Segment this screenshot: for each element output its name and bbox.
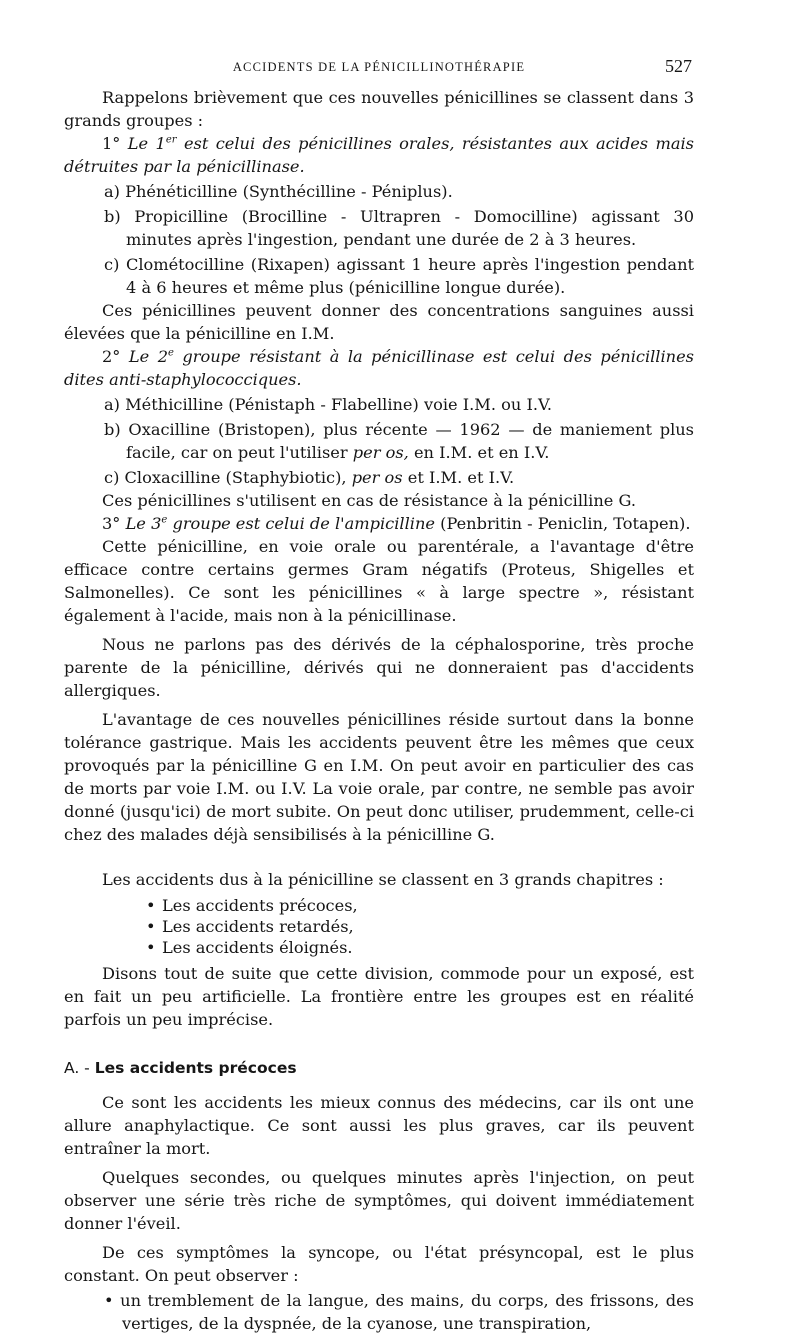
group1-item-c: c) Clométocilline (Rixapen) agissant 1 heure après l'ingestion pendant 4 à 6 heures et même plus (pénicilline longue durée). [104,255,694,297]
section-heading [64,1059,694,1077]
group2-item-b-part1: b) Oxacilline (Bristopen), plus récente — 1962 — de maniement plus facile, car on peut l'utiliser [104,420,694,462]
group2-num: 2° [102,347,121,366]
section-label: A. - [64,1059,90,1077]
group1-text: est celui des pénicillines orales, résistantes aux acides mais détruites par la pénicillinase. [64,134,694,176]
group3-text: groupe est celui de l'ampicilline [172,514,435,533]
section-a-paragraph-3: De ces symptômes la syncope, ou l'état présyncopal, est le plus constant. On peut observer : [64,1243,694,1285]
chapter-label: Les accidents précoces, [162,896,358,915]
group2-sup: e [168,347,174,359]
chapters-list [64,895,694,958]
group1-note: Ces pénicillines peuvent donner des concentrations sanguines aussi élevées que la pénicilline en I.M. [64,301,694,343]
group3-sup: e [161,514,168,526]
chapters-paragraph: Les accidents dus à la pénicilline se classent en 3 grands chapitres : [102,870,664,889]
bullet-icon: • [146,896,156,915]
division-paragraph: Disons tout de suite que cette division, commode pour un exposé, est en fait un peu artificielle. La frontière entre les groupes est en réalité parfois un peu imprécise. [64,964,694,1029]
section-a-paragraph-1: Ce sont les accidents les mieux connus des médecins, car ils ont une allure anaphylactique. Ce sont aussi les plus graves, car ils peuvent entraîner la mort. [64,1093,694,1158]
group2-note: Ces pénicillines s'utilisent en cas de résistance à la pénicilline G. [102,491,637,510]
group2-item-a: a) Méthicilline (Pénistaph - Flabelline) voie I.M. ou I.V. [104,395,553,414]
group2-heading [64,345,694,391]
group2-item-b [64,418,694,464]
group3-le: Le [125,514,146,533]
group1-le: Le [127,134,149,153]
list-item [64,916,694,937]
group2-item-c-part1: c) Cloxacilline (Staphybiotic), [104,468,347,487]
section-title: Les accidents précoces [94,1059,297,1077]
running-title: ACCIDENTS DE LA PÉNICILLINOTHÉRAPIE [232,60,526,74]
group2-item-c-part2: et I.M. et I.V. [407,468,515,487]
cephalosporin-paragraph: Nous ne parlons pas des dérivés de la céphalosporine, très proche parente de la pénicilline, dérivés qui ne donneraient pas d'accidents allergiques. [64,635,694,700]
group1-num: 1° [102,134,121,153]
group3-brands: (Penbritin - Peniclin, Totapen). [440,514,691,533]
running-head [64,56,694,82]
list-item [64,937,694,958]
group1-item-b: b) Propicilline (Brocilline - Ultrapren - Domocilline) agissant 30 minutes après l'ingestion, pendant une durée de 2 à 3 heures. [104,207,694,249]
symptom-text: un tremblement de la langue, des mains, du corps, des frissons, des vertiges, de la dyspnée, de la cyanose, une transpiration, [120,1291,694,1333]
advantage-paragraph: L'avantage de ces nouvelles pénicillines réside surtout dans la bonne tolérance gastrique. Mais les accidents peuvent être les mêmes que ceux provoqués par la pénicilline G en I.M. On peut avoir en particulier des cas de morts par voie I.M. ou I.V. La voie orale, par contre, ne semble pas avoir donné (jusqu'ici) de mort subite. On peut donc utiliser, prudemment, celle-ci chez des malades déjà sensibilisés à la pénicilline G. [64,710,694,844]
group1-ord: 1 [155,134,166,153]
chapter-label: Les accidents éloignés. [162,938,353,957]
bullet-icon: • [146,917,156,936]
group1-heading [64,132,694,178]
group2-ord: 2 [157,347,168,366]
symptom-bullet [64,1289,694,1335]
group2-le: Le [128,347,150,366]
intro-paragraph: Rappelons brièvement que ces nouvelles pénicillines se classent dans 3 grands groupes : [64,88,694,130]
list-item [64,895,694,916]
group2-item-b-part2: en I.M. et en I.V. [413,443,550,462]
chapter-label: Les accidents retardés, [162,917,354,936]
bullet-icon: • [104,1291,114,1310]
group1-sup: er [165,134,177,146]
group3-num: 3° [102,514,121,533]
group2-item-c [64,466,694,489]
group3-heading [64,512,694,535]
bullet-icon: • [146,938,156,957]
group2-per-os-c: per os [351,468,403,487]
ampicillin-paragraph: Cette pénicilline, en voie orale ou parentérale, a l'avantage d'être efficace contre certains germes Gram négatifs (Proteus, Shigelles et Salmonelles). Ce sont les pénicillines « à large spectre », résistant également à l'acide, mais non à la pénicillinase. [64,537,694,625]
page-number: 527 [665,56,692,76]
group1-item-a: a) Phénéticilline (Synthécilline - Péniplus). [104,182,453,201]
section-a-paragraph-2: Quelques secondes, ou quelques minutes après l'injection, on peut observer une série très riche de symptômes, qui doivent immédiatement donner l'éveil. [64,1168,694,1233]
group3-ord: 3 [151,514,162,533]
group2-text: groupe résistant à la pénicillinase est celui des pénicillines dites anti-staphylococciques. [64,347,694,389]
group2-per-os: per os, [352,443,409,462]
